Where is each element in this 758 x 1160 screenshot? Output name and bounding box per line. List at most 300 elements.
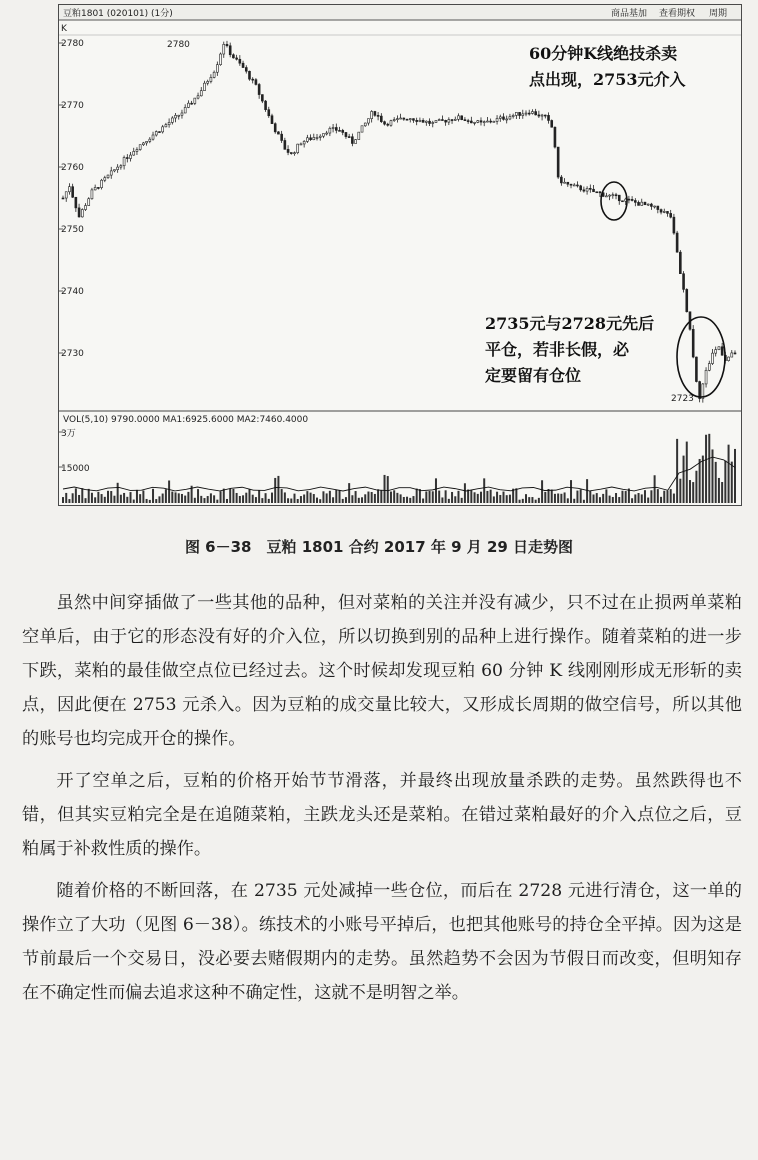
candle-body <box>731 353 733 357</box>
volume-bar <box>332 497 334 503</box>
candle-body <box>393 120 395 121</box>
candle <box>94 185 96 191</box>
candle <box>110 167 112 179</box>
candle <box>287 145 289 155</box>
volume-bar <box>470 490 472 503</box>
volume-bar <box>435 478 437 503</box>
candle <box>718 346 720 350</box>
volume-bar <box>255 497 257 503</box>
candle <box>448 117 450 125</box>
candle-body <box>467 121 469 122</box>
candle <box>612 192 614 198</box>
candle-body <box>548 115 550 120</box>
candle-body <box>554 127 556 147</box>
volume-bar <box>168 480 170 503</box>
candle-body <box>142 143 144 145</box>
candle <box>81 208 83 217</box>
volume-bar <box>686 442 688 503</box>
candle-body <box>692 329 694 357</box>
volume-bar <box>207 496 209 503</box>
volume-bar <box>133 500 135 503</box>
candle <box>107 175 109 179</box>
candle-body <box>596 192 598 193</box>
candle-body <box>695 357 697 382</box>
volume-bar <box>422 499 424 503</box>
candle <box>641 199 643 206</box>
volume-bar <box>445 490 447 503</box>
candle <box>573 183 575 186</box>
candle <box>596 191 598 192</box>
volume-bar <box>152 489 154 503</box>
candle <box>457 113 459 121</box>
volume-bar <box>477 494 479 503</box>
candle-body <box>638 202 640 205</box>
volume-bar <box>390 492 392 503</box>
candle <box>499 115 501 122</box>
candle-body <box>728 357 730 361</box>
candle-body <box>178 115 180 116</box>
volume-bar <box>213 495 215 503</box>
candle <box>454 117 456 121</box>
candle-body <box>416 120 418 121</box>
candle-body <box>187 103 189 107</box>
candle-body <box>496 118 498 121</box>
candle <box>245 65 247 73</box>
candle-body <box>470 121 472 123</box>
volume-bar <box>300 496 302 503</box>
candle <box>364 123 366 127</box>
candle <box>133 148 135 156</box>
candle <box>522 110 524 119</box>
candle-body <box>226 44 228 45</box>
candle-body <box>78 208 80 217</box>
menu-item-goods[interactable]: 商品基加 <box>611 9 648 19</box>
candle-body <box>419 120 421 121</box>
candle-body <box>557 147 559 177</box>
candle <box>197 93 199 100</box>
candle-body <box>400 118 402 119</box>
volume-bar <box>284 492 286 503</box>
candle-body <box>641 202 643 205</box>
volume-bar <box>342 499 344 503</box>
candle <box>88 197 90 206</box>
candle <box>384 121 386 126</box>
candle-body <box>715 350 717 354</box>
candle <box>355 139 357 144</box>
candle <box>203 81 205 91</box>
candle <box>438 118 440 120</box>
candle <box>583 187 585 193</box>
volume-bar <box>223 489 225 503</box>
candle-body <box>708 364 710 371</box>
volume-bar <box>641 494 643 503</box>
volume-bar <box>75 488 77 503</box>
candle-body <box>361 126 363 132</box>
candle-body <box>371 111 373 118</box>
volume-bar <box>474 492 476 503</box>
candle <box>294 152 296 156</box>
candle <box>541 114 543 120</box>
candle-body <box>490 121 492 122</box>
candle-body <box>519 112 521 115</box>
volume-bar <box>316 498 318 503</box>
candle <box>91 188 93 200</box>
volume-bar <box>120 495 122 503</box>
volume-bar <box>451 492 453 503</box>
volume-bar <box>155 499 157 503</box>
candle-body <box>175 115 177 118</box>
candle <box>477 120 479 123</box>
candle-body <box>499 117 501 119</box>
volume-bar <box>265 493 267 503</box>
candle-body <box>85 206 87 210</box>
candle-body <box>65 192 67 198</box>
volume-tick-15000: 15000 <box>61 464 90 474</box>
candle-body <box>303 141 305 144</box>
volume-bar <box>708 434 710 503</box>
candle <box>621 201 623 202</box>
candle-body <box>158 132 160 133</box>
menu-item-period[interactable]: 周期 <box>709 9 728 19</box>
candle-body <box>390 121 392 126</box>
candle <box>351 134 353 147</box>
volume-bar <box>384 475 386 503</box>
volume-bar <box>197 489 199 503</box>
candle <box>509 114 511 120</box>
candle <box>576 181 578 187</box>
candle-body <box>477 121 479 123</box>
candle-body <box>110 171 112 175</box>
candle-body <box>683 274 685 290</box>
candle-body <box>515 112 517 115</box>
volume-bar <box>506 495 508 503</box>
volume-bar <box>673 494 675 503</box>
candle <box>711 349 713 365</box>
candle-body <box>239 59 241 63</box>
candle <box>332 124 334 132</box>
candle <box>313 134 315 140</box>
candle <box>316 134 318 140</box>
candle <box>242 61 244 68</box>
candle-body <box>644 202 646 205</box>
volume-bar <box>165 489 167 503</box>
volume-bar <box>625 491 627 503</box>
candle-body <box>345 132 347 136</box>
volume-bar <box>104 497 106 503</box>
candle <box>97 187 99 189</box>
candle-body <box>281 134 283 140</box>
price-tick-2770: 2770 <box>61 101 84 111</box>
candle <box>162 125 164 134</box>
candle-body <box>120 166 122 167</box>
candle <box>560 175 562 186</box>
volume-bar <box>149 500 151 503</box>
volume-bar <box>557 493 559 503</box>
volume-bar <box>281 489 283 503</box>
candle <box>248 71 250 81</box>
candle-body <box>438 120 440 121</box>
volume-bar <box>181 494 183 503</box>
candle <box>483 120 485 126</box>
candle-body <box>422 120 424 122</box>
volume-bar <box>258 490 260 503</box>
volume-bar <box>683 456 685 503</box>
volume-bar <box>724 461 726 503</box>
candle-body <box>72 187 74 198</box>
candle <box>618 195 620 205</box>
candle <box>515 112 517 119</box>
candle <box>68 183 70 194</box>
candle <box>631 196 633 201</box>
candle <box>284 138 286 150</box>
candle-body <box>181 113 183 115</box>
volume-bar <box>126 497 128 503</box>
volume-bar <box>130 492 132 503</box>
candle <box>416 118 418 126</box>
candle-body <box>168 122 170 124</box>
candle <box>348 134 350 138</box>
candle <box>367 119 369 126</box>
candle <box>239 55 241 66</box>
candle-body <box>461 116 463 120</box>
volume-bar <box>670 489 672 503</box>
candle-body <box>223 44 225 54</box>
candle <box>322 134 324 139</box>
candle <box>136 147 138 155</box>
candle <box>644 202 646 205</box>
volume-bar <box>602 494 604 503</box>
paragraph-3: 随着价格的不断回落，在 2735 元处减掉一些仓位，而后在 2728 元进行清仓，这一单的操作立了大功（见图 6－38）。练技术的小账号平掉后，也把其他账号的持仓全平掉。因为这是节前最后一个交易日，没必要去赌假期内的走势。虽然趋势不会因为节假日而改变，但明知存在不确定性而偏去追求这种不确定性，这就不是明智之举。 <box>22 881 742 1003</box>
volume-bar <box>358 498 360 503</box>
candle <box>271 114 273 124</box>
candle-body <box>493 121 495 122</box>
candle <box>461 115 463 120</box>
volume-bar <box>117 483 119 503</box>
volume-bar <box>580 489 582 503</box>
candle <box>615 193 617 199</box>
candle-body <box>387 124 389 125</box>
volume-bar <box>339 490 341 503</box>
candle <box>85 203 87 211</box>
candle <box>470 117 472 123</box>
volume-bar <box>110 491 112 503</box>
candle <box>65 191 67 201</box>
candle-body <box>634 201 636 203</box>
volume-bar <box>226 499 228 503</box>
volume-bar <box>586 479 588 503</box>
candle-body <box>310 138 312 140</box>
candle-body <box>454 119 456 120</box>
candle <box>178 115 180 120</box>
candle-body <box>91 190 93 199</box>
candle <box>300 143 302 145</box>
candle-body <box>300 144 302 145</box>
menu-item-options[interactable]: 查看期权 <box>659 9 696 19</box>
volume-bar <box>441 497 443 503</box>
candle-body <box>171 118 173 122</box>
candle-body <box>544 115 546 116</box>
volume-bar <box>146 499 148 503</box>
volume-bar <box>564 492 566 503</box>
volume-bar <box>718 478 720 503</box>
candle <box>229 43 231 58</box>
candle-body <box>252 79 254 80</box>
candle-body <box>567 182 569 184</box>
candle <box>236 55 238 61</box>
candle-body <box>679 252 681 274</box>
volume-bar <box>242 495 244 503</box>
candle-body <box>348 137 350 138</box>
candle <box>335 124 337 134</box>
symbol-label: 豆粕1801 (020101) (1分) <box>63 9 173 19</box>
candle-body <box>535 112 537 115</box>
volume-bar <box>252 495 254 503</box>
candle <box>149 137 151 143</box>
volume-bar <box>277 476 279 503</box>
annotation-exit <box>485 311 654 389</box>
candle <box>396 115 398 122</box>
candle <box>342 129 344 135</box>
candle <box>654 206 656 209</box>
candle-body <box>673 217 675 233</box>
candle-body <box>232 55 234 58</box>
volume-bar <box>499 495 501 503</box>
candle-body <box>68 187 70 192</box>
candle-body <box>306 138 308 142</box>
candle-body <box>294 153 296 154</box>
candle <box>155 130 157 136</box>
volume-bar <box>654 475 656 503</box>
candle-body <box>277 132 279 134</box>
candle-body <box>94 187 96 189</box>
volume-bar <box>184 496 186 503</box>
candle-body <box>184 107 186 113</box>
candle-body <box>152 135 154 139</box>
candle-body <box>101 180 103 187</box>
chart-figure <box>58 4 742 506</box>
candle <box>158 131 160 132</box>
candle-body <box>522 114 524 116</box>
body-text <box>22 586 742 1018</box>
candle <box>361 126 363 133</box>
candle-body <box>502 117 504 120</box>
candle <box>187 100 189 108</box>
candle <box>502 113 504 120</box>
volume-bar <box>239 496 241 503</box>
candle <box>666 211 668 217</box>
volume-bar <box>695 471 697 503</box>
candle-body <box>576 185 578 186</box>
candle-body <box>62 198 64 199</box>
volume-bar <box>261 498 263 503</box>
candle <box>326 131 328 136</box>
candle-body <box>615 195 617 196</box>
candle <box>393 117 395 122</box>
volume-bar <box>702 456 704 503</box>
candle-body <box>203 83 205 90</box>
volume-bar <box>101 494 103 503</box>
exit-circle-marker <box>677 317 725 397</box>
candle <box>223 42 225 58</box>
candle <box>692 325 694 358</box>
volume-bar <box>519 500 521 503</box>
candle <box>673 214 675 235</box>
volume-bar <box>493 496 495 503</box>
volume-bar <box>220 491 222 503</box>
candle <box>265 100 267 112</box>
volume-bar <box>91 493 93 503</box>
volume-bar <box>406 497 408 503</box>
candle-body <box>287 149 289 152</box>
candle <box>297 144 299 154</box>
volume-bar <box>393 490 395 503</box>
volume-bar <box>94 497 96 503</box>
candle-body <box>560 177 562 183</box>
volume-bar <box>570 480 572 503</box>
volume-bar <box>576 491 578 503</box>
volume-bar <box>609 496 611 503</box>
candle-body <box>666 211 668 213</box>
candle <box>605 193 607 197</box>
candle-body <box>609 195 611 196</box>
volume-bar <box>596 493 598 503</box>
candle <box>120 164 122 169</box>
candle-body <box>88 199 90 206</box>
candle <box>146 141 148 145</box>
candle-body <box>396 119 398 120</box>
candle <box>191 101 193 105</box>
candle <box>548 112 550 123</box>
candle <box>567 182 569 187</box>
volume-bar <box>403 497 405 503</box>
annotation-entry-line-2: 点出现，2753元介入 <box>529 70 686 89</box>
volume-bar <box>371 492 373 503</box>
volume-bar <box>290 499 292 503</box>
volume-bar <box>319 499 321 503</box>
candle <box>75 197 77 212</box>
volume-bar <box>544 492 546 503</box>
candle <box>78 204 80 218</box>
candle <box>474 122 476 126</box>
candle-body <box>403 118 405 119</box>
candle-body <box>721 347 723 355</box>
candle <box>123 156 125 170</box>
volume-bar <box>123 493 125 503</box>
candle-body <box>528 113 530 114</box>
candle <box>165 123 167 127</box>
candle <box>480 117 482 125</box>
candle-body <box>197 96 199 98</box>
volume-bar <box>657 489 659 503</box>
volume-bar <box>560 494 562 503</box>
volume-bar <box>631 498 633 503</box>
candle-body <box>261 95 263 102</box>
candle-body <box>650 204 652 206</box>
volume-bar <box>329 491 331 503</box>
candle <box>101 179 103 190</box>
candle <box>432 121 434 128</box>
candle <box>403 117 405 120</box>
figure-caption: 图 6－38 豆粕 1801 合约 2017 年 9 月 29 日走势图 <box>184 538 574 556</box>
candle <box>650 203 652 210</box>
candle-body <box>136 150 138 152</box>
candle-body <box>316 137 318 138</box>
candle <box>564 178 566 183</box>
candle-body <box>165 125 167 127</box>
candle <box>419 118 421 123</box>
candle-body <box>133 151 135 155</box>
volume-bar <box>715 462 717 503</box>
